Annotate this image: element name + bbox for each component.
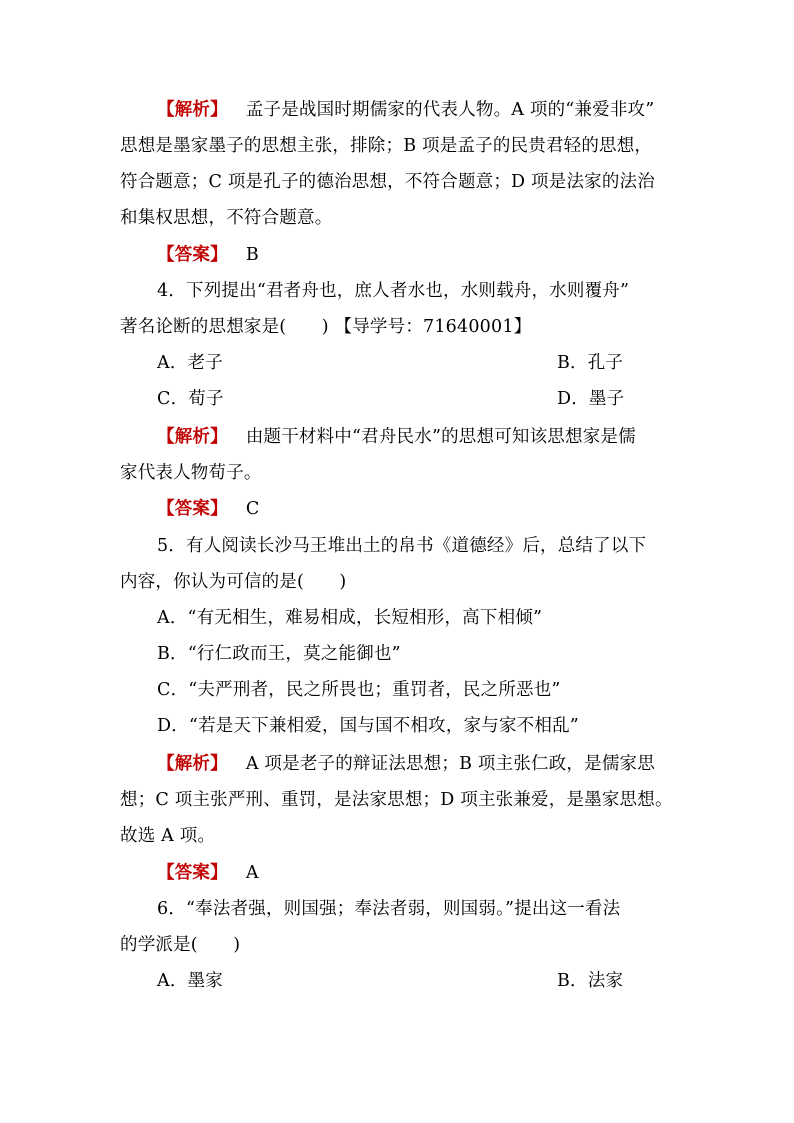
answer-tag: 【答案】 (157, 245, 228, 265)
q4-analysis-line-2: 家代表人物荀子。 (120, 463, 262, 483)
q3-analysis-line-4: 和集权思想，不符合题意。 (120, 208, 333, 228)
analysis-tag: 【解析】 (157, 754, 228, 774)
q5-option-d: D．“若是天下兼相爱，国与国不相攻，家与家不相乱” (157, 716, 579, 736)
q5-analysis-line-1 (157, 746, 717, 782)
q3-analysis-line-2: 思想是墨家墨子的思想主张，排除；B 项是孟子的民贵君轻的思想， (120, 136, 653, 156)
q3-analysis-line-3: 符合题意；C 项是孔子的德治思想，不符合题意；D 项是法家的法治 (120, 172, 655, 192)
q4-options-row-1 (157, 345, 717, 381)
q4-stem-line-2: 著名论断的思想家是( ) 【导学号：71640001】 (120, 317, 532, 337)
q5-analysis-line-3: 故选 A 项。 (120, 826, 216, 846)
q4-options-row-2 (157, 381, 717, 417)
q6-options-row-1 (157, 963, 717, 999)
q4-answer-line (157, 491, 717, 527)
q4-option-d: D．墨子 (557, 389, 625, 409)
q6-option-b: B．法家 (557, 971, 624, 991)
q3-analysis-line-1 (157, 92, 717, 128)
q6-stem-line-1: 6．“奉法者强，则国强；奉法者弱，则国弱。”提出这一看法 (157, 899, 621, 919)
analysis-text: A 项是老子的辩证法思想；B 项主张仁政，是儒家思 (245, 754, 655, 774)
answer-value: C (245, 499, 260, 519)
q3-answer-line (157, 237, 717, 273)
analysis-tag: 【解析】 (157, 100, 228, 120)
answer-value: A (245, 863, 259, 883)
q5-answer-line (157, 855, 717, 891)
analysis-tag: 【解析】 (157, 427, 228, 447)
q6-option-a: A．墨家 (157, 971, 223, 991)
analysis-text: 由题干材料中“君舟民水”的思想可知该思想家是儒 (245, 427, 636, 447)
q4-option-c: C．荀子 (157, 389, 224, 409)
q5-option-a: A．“有无相生，难易相成，长短相形，高下相倾” (157, 608, 543, 628)
q4-option-b: B．孔子 (557, 353, 624, 373)
answer-tag: 【答案】 (157, 499, 228, 519)
q5-option-b: B．“行仁政而王，莫之能御也” (157, 644, 401, 664)
q4-option-a: A．老子 (157, 353, 223, 373)
answer-value: B (245, 245, 259, 265)
analysis-text: 孟子是战国时期儒家的代表人物。A 项的“兼爱非攻” (245, 100, 655, 120)
q5-analysis-line-2: 想；C 项主张严刑、重罚，是法家思想；D 项主张兼爱，是墨家思想。 (120, 790, 673, 810)
q4-stem-line-1: 4．下列提出“君者舟也，庶人者水也，水则载舟，水则覆舟” (157, 281, 630, 301)
answer-tag: 【答案】 (157, 863, 228, 883)
q5-stem-line-2: 内容，你认为可信的是( ) (120, 572, 347, 592)
q5-stem-line-1: 5．有人阅读长沙马王堆出土的帛书《道德经》后，总结了以下 (157, 536, 647, 556)
q4-analysis-line-1 (157, 419, 717, 455)
q5-option-c: C．“夫严刑者，民之所畏也；重罚者，民之所恶也” (157, 680, 561, 700)
q6-stem-line-2: 的学派是( ) (120, 935, 241, 955)
